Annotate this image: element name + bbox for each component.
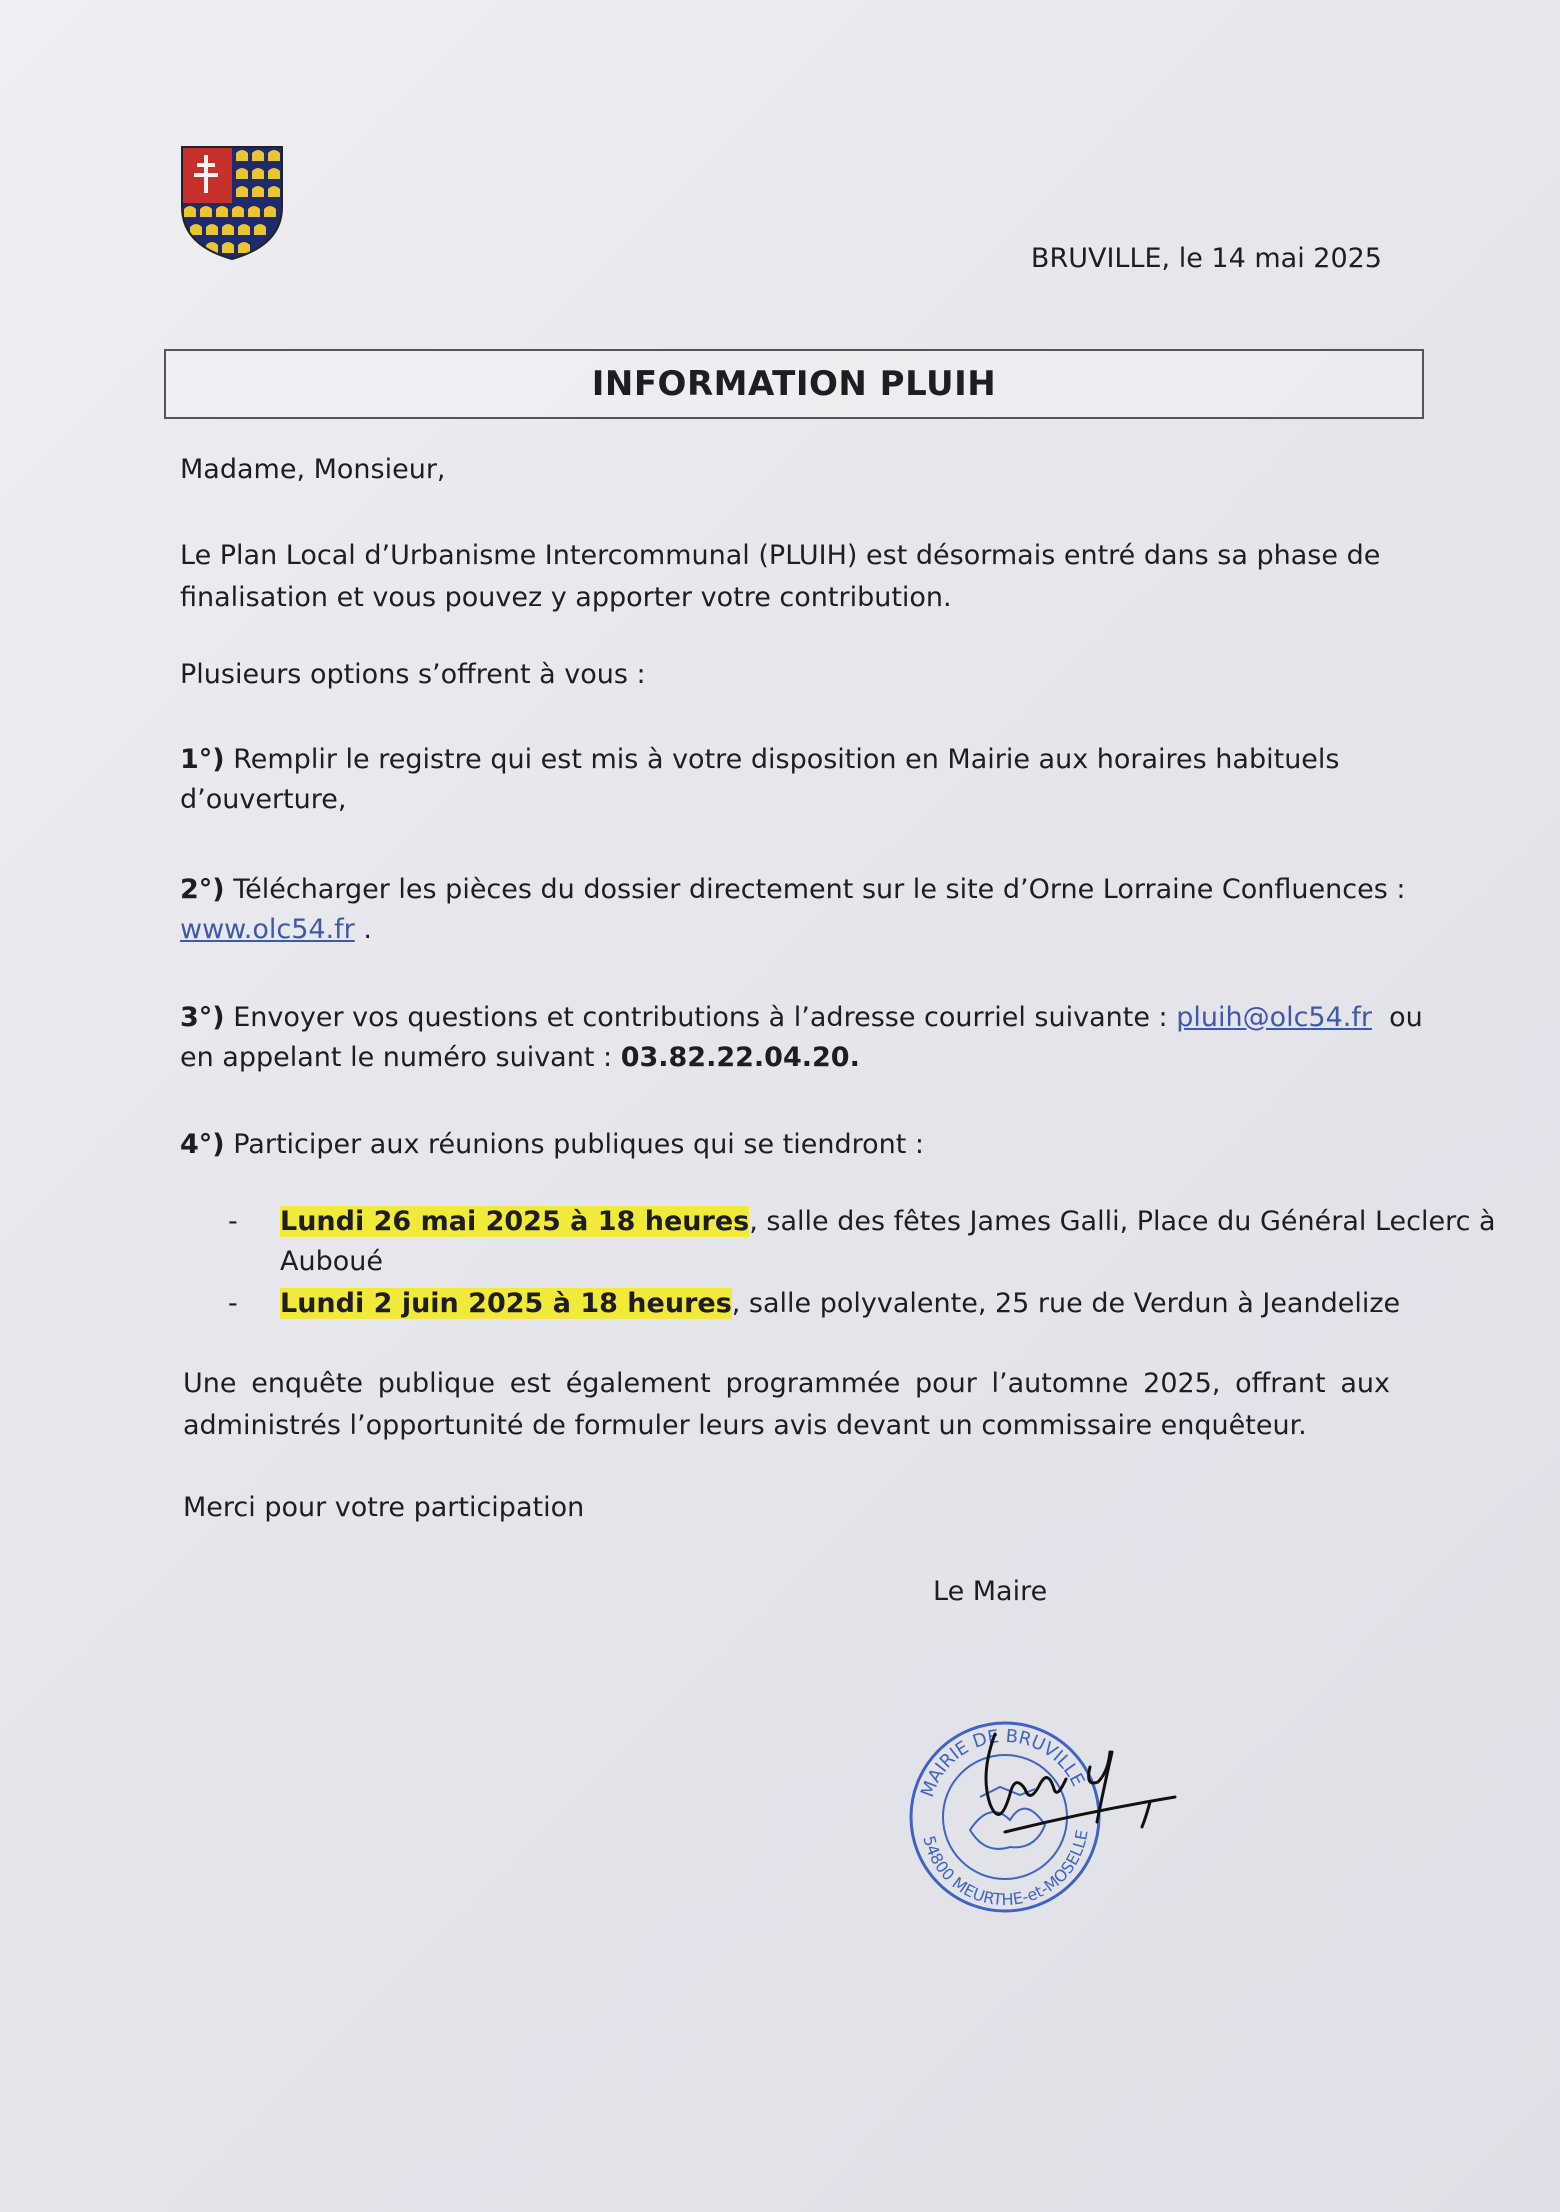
option-text: Participer aux réunions publiques qui se tiendront : bbox=[224, 1129, 925, 1160]
option-text: en appelant le numéro suivant : bbox=[180, 1042, 621, 1073]
enquete-paragraph: Une enquête publique est également programmée pour l’automne 2025, offrant aux administrés l’opportunité de formuler leurs avis devant un commissaire enquêteur. bbox=[183, 1368, 1390, 1441]
meeting-place: , salle des fêtes James Galli, Place du Général Leclerc à bbox=[749, 1206, 1496, 1237]
option-text: Envoyer vos questions et contributions à l’adresse courriel suivante : bbox=[224, 1002, 1177, 1033]
title-box bbox=[164, 349, 1424, 419]
signature-label: Le Maire bbox=[933, 1576, 1048, 1607]
list-item bbox=[228, 1284, 1496, 1324]
stamp-and-signature bbox=[900, 1712, 1200, 1922]
meeting-place: Auboué bbox=[280, 1246, 383, 1277]
option-number: 2°) bbox=[180, 874, 225, 905]
email-link[interactable]: pluih@olc54.fr bbox=[1176, 1002, 1372, 1033]
list-item bbox=[228, 1202, 1496, 1282]
bullet-dash: - bbox=[228, 1288, 238, 1319]
option-text: . bbox=[354, 914, 372, 945]
meeting-place: , salle polyvalente, 25 rue de Verdun à Jeandelize bbox=[731, 1288, 1401, 1319]
phone-number: 03.82.22.04.20. bbox=[620, 1042, 860, 1073]
intro-paragraph bbox=[180, 535, 1400, 619]
option-text: Remplir le registre qui est mis à votre disposition en Mairie aux horaires habituels bbox=[224, 744, 1340, 775]
bullet-dash: - bbox=[228, 1206, 238, 1237]
page-title: INFORMATION PLUIH bbox=[591, 364, 997, 404]
option-text: Télécharger les pièces du dossier directement sur le site d’Orne Lorraine Confluences : bbox=[224, 874, 1406, 905]
coat-of-arms-icon bbox=[180, 145, 284, 261]
svg-text:MAIRIE DE BRUVILLE: MAIRIE DE BRUVILLE bbox=[916, 1725, 1089, 1800]
option-3 bbox=[180, 998, 1423, 1078]
option-2 bbox=[180, 870, 1405, 950]
date-line: BRUVILLE, le 14 mai 2025 bbox=[1030, 243, 1382, 274]
option-4 bbox=[180, 1125, 924, 1165]
option-1 bbox=[180, 740, 1340, 820]
website-link[interactable]: www.olc54.fr bbox=[180, 914, 355, 945]
meeting-date: Lundi 26 mai 2025 à 18 heures bbox=[280, 1206, 750, 1237]
intro-line: finalisation et vous pouvez y apporter votre contribution. bbox=[180, 582, 952, 613]
option-text: ou bbox=[1371, 1002, 1423, 1033]
intro-line: Le Plan Local d’Urbanisme Intercommunal (PLUIH) est désormais entré dans sa phase de bbox=[180, 540, 1381, 571]
options-intro: Plusieurs options s’offrent à vous : bbox=[180, 659, 646, 690]
svg-text:54800 MEURTHE-et-MOSELLE: 54800 MEURTHE-et-MOSELLE bbox=[919, 1828, 1092, 1910]
salutation: Madame, Monsieur, bbox=[180, 454, 446, 485]
thanks-line: Merci pour votre participation bbox=[183, 1492, 585, 1523]
meeting-date: Lundi 2 juin 2025 à 18 heures bbox=[280, 1288, 732, 1319]
meetings-list bbox=[228, 1202, 1496, 1324]
option-number: 3°) bbox=[180, 1002, 225, 1033]
option-number: 4°) bbox=[180, 1129, 225, 1160]
option-text: d’ouverture, bbox=[180, 784, 347, 815]
option-number: 1°) bbox=[180, 744, 225, 775]
